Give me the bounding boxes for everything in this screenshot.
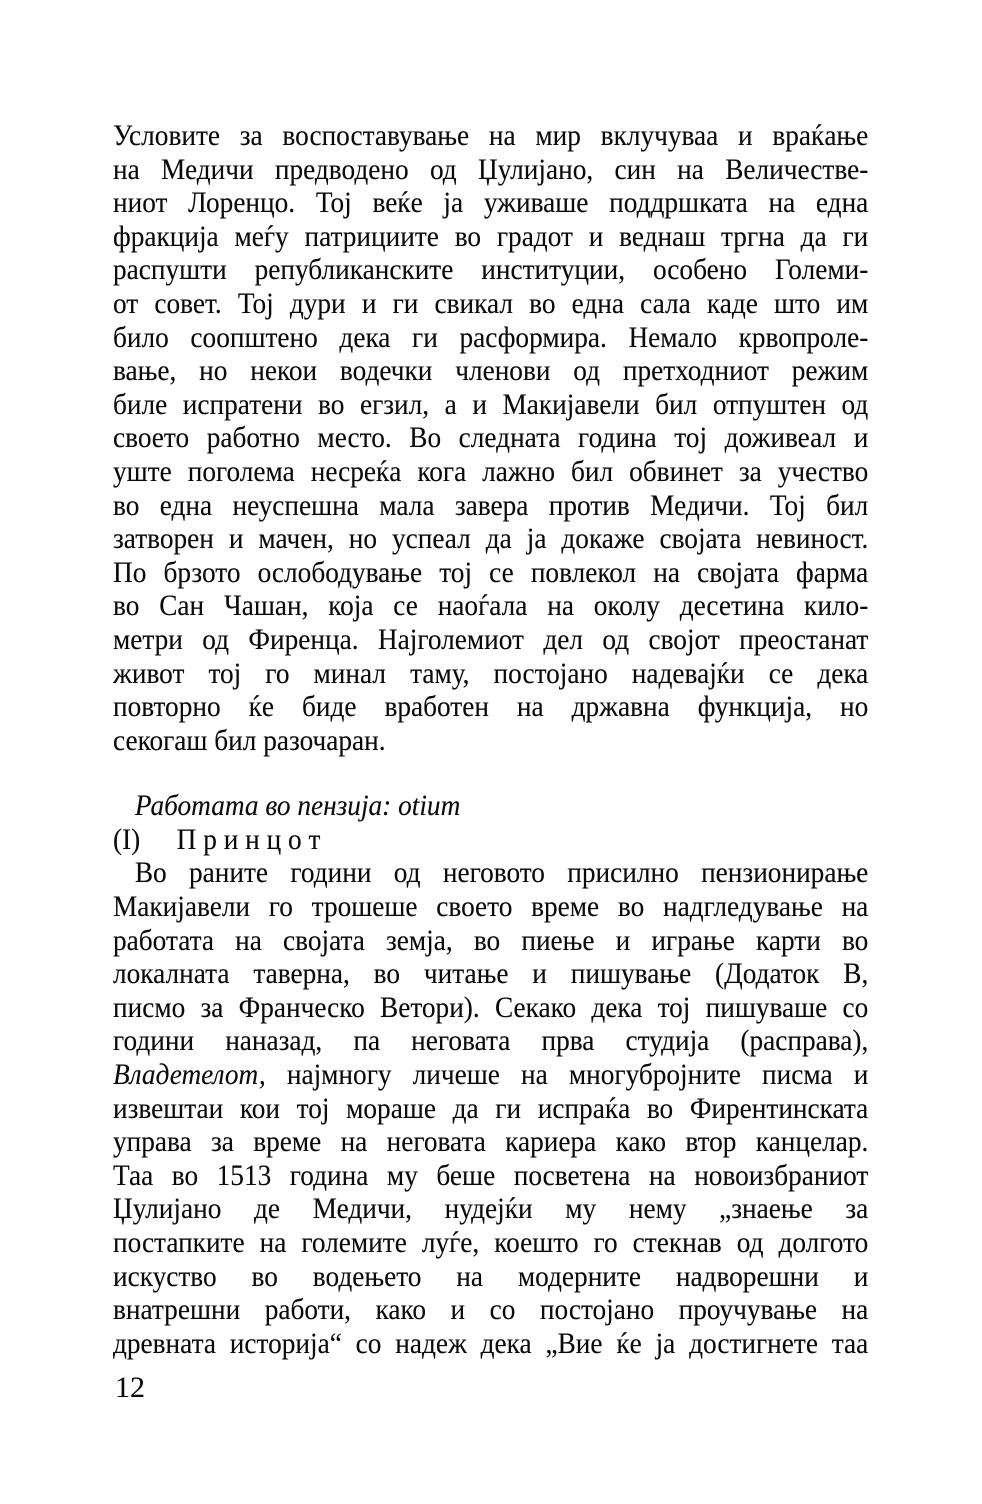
text-segment: секогаш бил разочаран. [113, 723, 386, 757]
text-segment: от совет. Тој дури и ги свикал во една сала каде што им [113, 286, 869, 320]
text-line [113, 522, 868, 556]
text-line [113, 1260, 868, 1294]
page-number: 12 [115, 1371, 145, 1404]
text-segment: писмо за Франческо Ветори). Секако дека тој пишуваше со [113, 990, 869, 1024]
text-segment: извештаи кои тој мораше да ги испраќа во Фирентинската [113, 1091, 869, 1125]
text-segment: Условите за воспоставување на мир вклучуваа и враќање [113, 119, 869, 152]
text-line [113, 1058, 868, 1092]
text-segment: во една неуспешна мала завера против Медичи. Тој бил [113, 488, 869, 522]
text-line [113, 186, 868, 220]
text-segment: работата на својата земја, во пиење и играње карти во [113, 923, 869, 957]
paragraph-2 [113, 856, 868, 1360]
text-segment: Таа во 1513 година му беше посветена на новоизбраниот [113, 1158, 869, 1192]
text-line [113, 1092, 868, 1126]
text-segment: своето работно место. Во следната година тој доживеал и [113, 421, 869, 455]
text-segment: ниот Лоренцо. Тој веќе ја уживаше поддршката на една [113, 186, 869, 220]
text-line [113, 991, 868, 1025]
text-line [113, 1125, 868, 1159]
text-line [113, 1293, 868, 1327]
chapter-title: П р и н ц о т [176, 822, 321, 856]
text-segment: искуство во водењето на модерните надворешни и [113, 1259, 869, 1293]
text-segment: на Медичи предводено од Џулијано, син на Величестве- [113, 152, 869, 186]
text-line [113, 556, 868, 590]
text-segment: управа за време на неговата кариера како втор канцелар. [113, 1125, 869, 1159]
text-segment: Џулијано де Медичи, нудејќи му нему „знаење за [113, 1192, 869, 1226]
section-subheading-text: Работата во пензија: otium [134, 789, 461, 823]
text-line [113, 623, 868, 657]
text-segment: По брзото ослободување тој се повлекол на својата фарма [113, 555, 869, 589]
text-segment: најмногу личеше на многубројните писма и [265, 1058, 869, 1092]
text-segment: вање, но некои водечки членови од претходниот режим [113, 354, 869, 388]
chapter-index: (I) [113, 822, 141, 856]
text-segment: внатрешни работи, како и со постојано проучување на [113, 1293, 869, 1327]
text-segment: постапките на големите луѓе, коешто го стекнав од долгото [113, 1226, 869, 1259]
text-line [113, 354, 868, 388]
text-segment: години наназад, па неговата прва студија (расправа), [113, 1024, 869, 1058]
text-line [113, 1226, 868, 1260]
text-line [113, 690, 868, 724]
text-line [113, 253, 868, 287]
text-line [113, 924, 868, 958]
text-line [113, 119, 868, 153]
text-segment: повторно ќе биде вработен на државна функција, но [113, 690, 869, 724]
text-segment: фракција меѓу патрициите во градот и веднаш тргна да ги [113, 219, 869, 253]
text-segment: било соопштено дека ги расформира. Немало крвопроле- [113, 320, 869, 354]
text-line [113, 388, 868, 422]
text-segment: древната историја“ со надеж дека „Вие ќе ја достигнете таа [113, 1326, 869, 1360]
text-line [113, 321, 868, 355]
chapter-heading [113, 823, 868, 857]
text-line [113, 153, 868, 187]
italic-text-segment: Владетелот, [113, 1058, 266, 1092]
text-segment: во Сан Чашан, која се наоѓала на околу десетина кило- [113, 589, 869, 623]
text-segment: распушти републиканските институции, особено Големи- [113, 253, 869, 287]
section-gap [113, 757, 868, 789]
text-segment: Макијавели го трошеше своето време во надгледување на [113, 890, 869, 924]
text-line [113, 489, 868, 523]
text-line [113, 657, 868, 691]
text-segment: уште поголема несреќа кога лажно бил обвинет за учество [113, 454, 869, 488]
text-segment: затворен и мачен, но успеал да ја докаже својата невиност. [113, 522, 869, 556]
text-segment: Во раните години од неговото присилно пензионирање [134, 856, 869, 890]
section-subheading [113, 789, 868, 823]
text-line [113, 287, 868, 321]
paragraph-1 [113, 119, 868, 757]
text-line [113, 957, 868, 991]
book-page-text [113, 119, 868, 1360]
text-segment: метри од Фиренца. Најголемиот дел од својот преостанат [113, 622, 869, 656]
text-line [113, 455, 868, 489]
text-line [113, 589, 868, 623]
text-line [113, 1159, 868, 1193]
text-segment: биле испратени во егзил, а и Макијавели бил отпуштен од [113, 387, 869, 421]
text-line [113, 220, 868, 254]
text-line [113, 1192, 868, 1226]
text-line [113, 421, 868, 455]
text-segment: локалната таверна, во читање и пишување (Додаток В, [113, 957, 869, 991]
text-line [113, 1327, 868, 1361]
text-line [113, 724, 868, 758]
text-line [113, 856, 868, 890]
text-line [113, 1024, 868, 1058]
text-segment: живот тој го минал таму, постојано надевајќи се дека [113, 656, 869, 690]
text-line [113, 890, 868, 924]
